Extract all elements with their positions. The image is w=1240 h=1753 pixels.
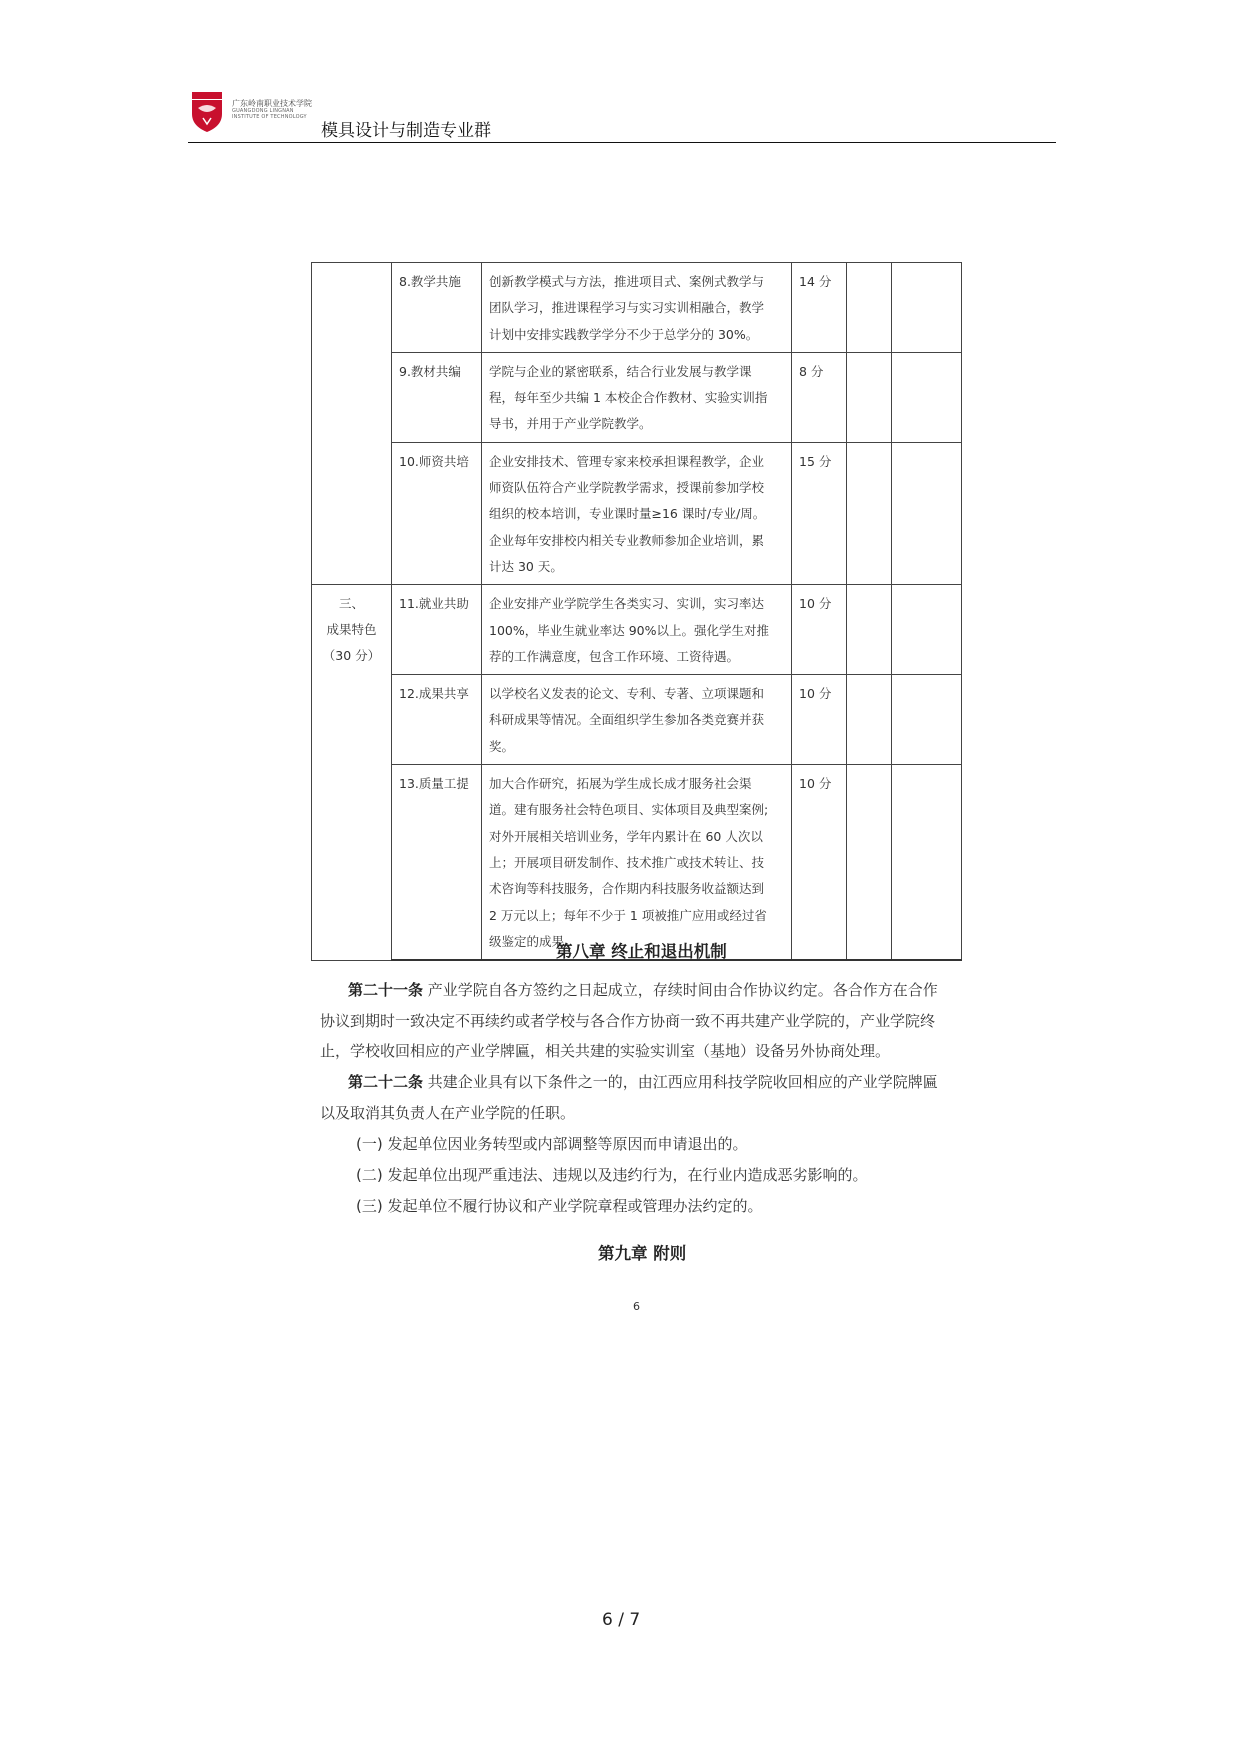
blank-cell xyxy=(847,765,892,961)
item-score: 10 分 xyxy=(792,675,847,765)
content-line: 100%，毕业生就业率达 90%以上。强化学生对推 xyxy=(489,622,769,638)
blank-cell xyxy=(847,263,892,353)
item-score: 14 分 xyxy=(792,263,847,353)
list-item: (三) 发起单位不履行协议和产业学院章程或管理办法约定的。 xyxy=(356,1197,763,1215)
item-name: 10.师资共培 xyxy=(392,442,482,584)
content-line: 企业安排产业学院学生各类实习、实训，实习率达 xyxy=(489,596,765,612)
page-number: 6 xyxy=(633,1300,640,1313)
item-score: 10 分 xyxy=(792,765,847,961)
category-title: 成果特色 xyxy=(326,622,377,638)
school-name-en-line: INSTITUTE OF TECHNOLOGY xyxy=(232,114,307,120)
item-score: 10 分 xyxy=(792,585,847,675)
item-content xyxy=(482,585,792,675)
table-row xyxy=(312,585,962,675)
article-21 xyxy=(320,975,956,1067)
content-line: 计划中安排实践教学学分不少于总学分的 30%。 xyxy=(489,326,759,342)
program-group-title: 模具设计与制造专业群 xyxy=(321,121,491,141)
content-line: 奖。 xyxy=(489,738,515,754)
item-content xyxy=(482,675,792,765)
content-line: 级鉴定的成果。 xyxy=(489,933,577,949)
content-line: 导书，并用于产业学院教学。 xyxy=(489,416,652,432)
table-row xyxy=(312,442,962,584)
article-line xyxy=(320,1067,956,1098)
item-name: 13.质量工提 xyxy=(392,765,482,961)
blank-cell xyxy=(847,352,892,442)
blank-cell xyxy=(892,765,962,961)
content-line: 计达 30 天。 xyxy=(489,558,563,574)
blank-cell xyxy=(847,585,892,675)
item-name: 11.就业共助 xyxy=(392,585,482,675)
content-line: 荐的工作满意度，包含工作环境、工资待遇。 xyxy=(489,648,740,664)
blank-cell xyxy=(847,675,892,765)
category-cell xyxy=(312,585,392,960)
article-line: 协议到期时一致决定不再续约或者学校与各合作方协商一致不再共建产业学院的，产业学院终 xyxy=(320,1011,936,1030)
school-name-cn: 广东岭南职业技术学院 xyxy=(232,99,312,108)
article-text: 共建企业具有以下条件之一的，由江西应用科技学院收回相应的产业学院牌匾 xyxy=(427,1073,938,1091)
page-header xyxy=(188,86,1056,146)
content-line: 程，每年至少共编 1 本校企合作教材、实验实训指 xyxy=(489,390,768,406)
school-name-en-line: GUANGDONG LINGNAN xyxy=(232,108,294,114)
list-item: (一) 发起单位因业务转型或内部调整等原因而申请退出的。 xyxy=(356,1135,748,1153)
item-score: 15 分 xyxy=(792,442,847,584)
table-row xyxy=(312,263,962,353)
item-content xyxy=(482,263,792,353)
item-score: 8 分 xyxy=(792,352,847,442)
category-number: 三、 xyxy=(338,596,364,612)
content-line: 加大合作研究，拓展为学生成长成才服务社会渠 xyxy=(489,776,752,792)
chapter-9-title: 第九章 附则 xyxy=(598,1244,687,1263)
article-label: 第二十一条 xyxy=(348,981,424,999)
table-row xyxy=(312,675,962,765)
content-line: 术咨询等科技服务，合作期内科技服务收益额达到 xyxy=(489,881,765,897)
page-indicator: 6 / 7 xyxy=(602,1610,641,1630)
chapter-8-title: 第八章 终止和退出机制 xyxy=(556,942,727,961)
item-name: 8.教学共施 xyxy=(392,263,482,353)
article-line: 以及取消其负责人在产业学院的任职。 xyxy=(320,1103,576,1122)
content-line: 对外开展相关培训业务，学年内累计在 60 人次以 xyxy=(489,828,763,844)
content-line: 以学校名义发表的论文、专利、专著、立项课题和 xyxy=(489,686,765,702)
content-line: 企业每年安排校内相关专业教师参加企业培训，累 xyxy=(489,532,765,548)
article-line xyxy=(320,975,956,1006)
content-line: 上；开展项目研发制作、技术推广或技术转让、技 xyxy=(489,854,765,870)
item-name: 12.成果共享 xyxy=(392,675,482,765)
article-22 xyxy=(320,1067,956,1128)
content-line: 道。建有服务社会特色项目、实体项目及典型案例; xyxy=(489,802,769,818)
blank-cell xyxy=(847,442,892,584)
content-line: 企业安排技术、管理专家来校承担课程教学，企业 xyxy=(489,453,765,469)
content-line: 科研成果等情况。全面组织学生参加各类竞赛并获 xyxy=(489,712,765,728)
item-content xyxy=(482,765,792,961)
content-line: 2 万元以上；每年不少于 1 项被推广应用或经过省 xyxy=(489,907,767,923)
item-content xyxy=(482,352,792,442)
content-line: 组织的校本培训，专业课时量≥16 课时/专业/周。 xyxy=(489,506,766,522)
content-line: 创新教学模式与方法，推进项目式、案例式教学与 xyxy=(489,274,765,289)
table-row xyxy=(312,352,962,442)
category-score: （30 分） xyxy=(322,648,381,664)
list-item: (二) 发起单位出现严重违法、违规以及违约行为，在行业内造成恶劣影响的。 xyxy=(356,1166,868,1184)
evaluation-table xyxy=(311,262,962,961)
category-cell-blank xyxy=(312,263,392,585)
blank-cell xyxy=(892,442,962,584)
school-logo-icon xyxy=(192,92,222,132)
item-content xyxy=(482,442,792,584)
article-line: 止，学校收回相应的产业学牌匾，相关共建的实验实训室（基地）设备另外协商处理。 xyxy=(320,1042,891,1060)
table-row xyxy=(312,765,962,961)
header-rule xyxy=(188,142,1056,143)
item-name: 9.教材共编 xyxy=(392,352,482,442)
school-name-en xyxy=(232,108,307,120)
article-text: 产业学院自各方签约之日起成立，存续时间由合作协议约定。各合作方在合作 xyxy=(427,981,938,999)
blank-cell xyxy=(892,675,962,765)
blank-cell xyxy=(892,263,962,353)
blank-cell xyxy=(892,585,962,675)
content-line: 师资队伍符合产业学院教学需求，授课前参加学校 xyxy=(489,480,765,496)
blank-cell xyxy=(892,352,962,442)
content-line: 团队学习，推进课程学习与实习实训相融合，教学 xyxy=(489,300,765,316)
article-label: 第二十二条 xyxy=(348,1073,424,1091)
content-line: 学院与企业的紧密联系，结合行业发展与教学课 xyxy=(489,363,752,379)
